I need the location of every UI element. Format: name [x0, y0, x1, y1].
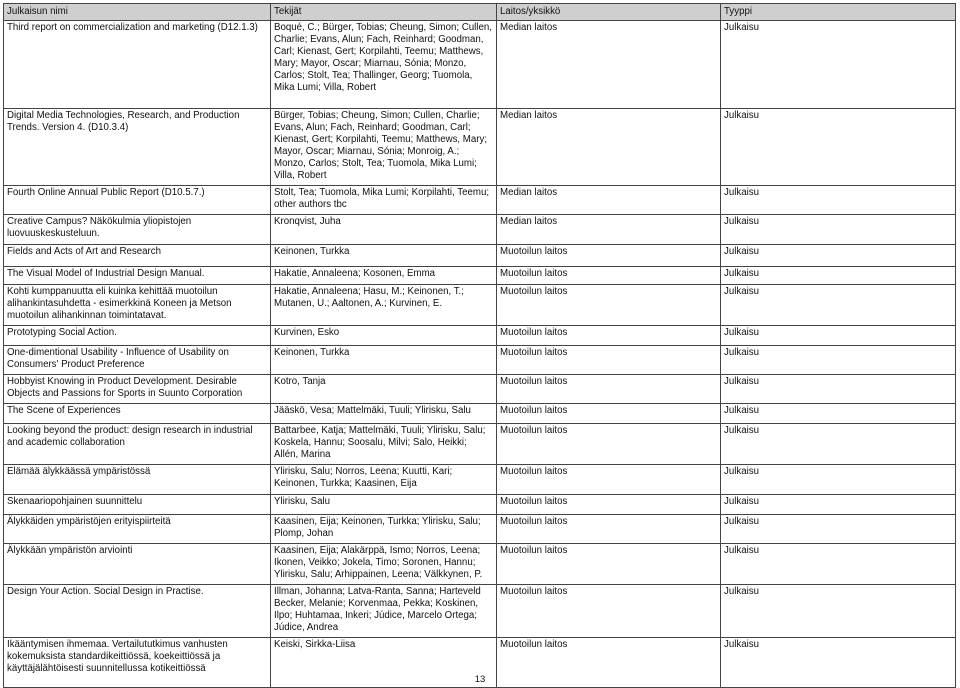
cell-authors: Ylirisku, Salu; Norros, Leena; Kuutti, Kari; Keinonen, Turkka; Kaasinen, Eija [271, 465, 497, 495]
cell-title: The Scene of Experiences [4, 404, 271, 424]
table-row [4, 424, 956, 465]
cell-type: Julkaisu [721, 404, 956, 424]
table-row [4, 585, 956, 638]
table-row [4, 495, 956, 515]
cell-authors: Jääskö, Vesa; Mattelmäki, Tuuli; Ylirisku, Salu [271, 404, 497, 424]
cell-unit: Muotoilun laitos [497, 424, 721, 465]
page-number: 13 [474, 674, 486, 685]
cell-type: Julkaisu [721, 465, 956, 495]
cell-unit: Median laitos [497, 215, 721, 245]
cell-unit: Muotoilun laitos [497, 285, 721, 326]
cell-type: Julkaisu [721, 638, 956, 688]
cell-authors: Boqué, C.; Bürger, Tobias; Cheung, Simon; Cullen, Charlie; Evans, Alun; Fach, Reinhard; Goodman, Carl; Kienast, Gert; Korpilahti, Teemu; Matthews, Mary; Mayor, Oscar; Miarnau, Sónia; Monzo, Carlos; Stolt, Tea; Thallinger, Georg; Tuomola, Mika Lumi; Villa, Robert [271, 21, 497, 109]
cell-type: Julkaisu [721, 326, 956, 346]
cell-title: The Visual Model of Industrial Design Manual. [4, 267, 271, 285]
header-authors: Tekijät [271, 4, 497, 21]
cell-title: Digital Media Technologies, Research, and Production Trends. Version 4. (D10.3.4) [4, 109, 271, 186]
cell-title: Third report on commercialization and marketing (D12.1.3) [4, 21, 271, 109]
table-row [4, 186, 956, 215]
cell-title: Looking beyond the product: design research in industrial and academic collaboration [4, 424, 271, 465]
cell-type: Julkaisu [721, 186, 956, 215]
cell-authors: Illman, Johanna; Latva-Ranta, Sanna; Harteveld Becker, Melanie; Korvenmaa, Pekka; Koskinen, Ilpo; Huhtamaa, Inkeri; Júdice, Marcelo Ortega; Júdice, Andrea [271, 585, 497, 638]
cell-authors: Hakatie, Annaleena; Hasu, M.; Keinonen, T.; Mutanen, U.; Aaltonen, A.; Kurvinen, E. [271, 285, 497, 326]
cell-authors: Stolt, Tea; Tuomola, Mika Lumi; Korpilahti, Teemu; other authors tbc [271, 186, 497, 215]
header-row [4, 4, 956, 21]
cell-title: Fields and Acts of Art and Research [4, 245, 271, 267]
cell-type: Julkaisu [721, 346, 956, 375]
table-row [4, 346, 956, 375]
cell-authors: Kotro, Tanja [271, 375, 497, 404]
table-row [4, 404, 956, 424]
cell-title: Kohti kumppanuutta eli kuinka kehittää muotoilun alihankintasuhdetta - esimerkkinä Koneen ja Metson muotoilun alihankinnan toimintatavat. [4, 285, 271, 326]
table-row [4, 375, 956, 404]
table-body [4, 21, 956, 688]
table-row [4, 215, 956, 245]
cell-authors: Keiski, Sirkka-Liisa [271, 638, 497, 688]
cell-authors: Battarbee, Katja; Mattelmäki, Tuuli; Ylirisku, Salu; Koskela, Hannu; Soosalu, Milvi; Salo, Heikki; Allén, Marina [271, 424, 497, 465]
cell-unit: Median laitos [497, 186, 721, 215]
cell-title: Älykkään ympäristön arviointi [4, 544, 271, 585]
cell-unit: Muotoilun laitos [497, 544, 721, 585]
header-title: Julkaisun nimi [4, 4, 271, 21]
cell-unit: Muotoilun laitos [497, 326, 721, 346]
cell-type: Julkaisu [721, 544, 956, 585]
cell-title: Fourth Online Annual Public Report (D10.5.7.) [4, 186, 271, 215]
cell-type: Julkaisu [721, 21, 956, 109]
cell-title: Ikääntymisen ihmemaa. Vertailututkimus vanhusten kokemuksista standardikeittiössä, koekeittiössä ja käyttäjälähtöisesti suunnitellussa kotikeittiössä [4, 638, 271, 688]
cell-title: Design Your Action. Social Design in Practise. [4, 585, 271, 638]
cell-unit: Muotoilun laitos [497, 404, 721, 424]
cell-type: Julkaisu [721, 245, 956, 267]
cell-unit: Muotoilun laitos [497, 585, 721, 638]
table-row [4, 21, 956, 109]
cell-unit: Muotoilun laitos [497, 638, 721, 688]
publication-table [3, 3, 956, 688]
table-row [4, 109, 956, 186]
cell-type: Julkaisu [721, 285, 956, 326]
cell-unit: Muotoilun laitos [497, 495, 721, 515]
header-type: Tyyppi [721, 4, 956, 21]
cell-authors: Kaasinen, Eija; Keinonen, Turkka; Ylirisku, Salu; Plomp, Johan [271, 515, 497, 544]
cell-title: Prototyping Social Action. [4, 326, 271, 346]
cell-authors: Kaasinen, Eija; Alakärppä, Ismo; Norros, Leena; Ikonen, Veikko; Jokela, Timo; Soronen, Hannu; Ylirisku, Salu; Arhippainen, Leena; Välkkynen, P. [271, 544, 497, 585]
cell-unit: Muotoilun laitos [497, 375, 721, 404]
cell-unit: Muotoilun laitos [497, 465, 721, 495]
table-row [4, 285, 956, 326]
cell-type: Julkaisu [721, 215, 956, 245]
cell-type: Julkaisu [721, 495, 956, 515]
cell-title: Elämää älykkäässä ympäristössä [4, 465, 271, 495]
cell-unit: Muotoilun laitos [497, 267, 721, 285]
cell-authors: Kurvinen, Esko [271, 326, 497, 346]
table-row [4, 245, 956, 267]
cell-type: Julkaisu [721, 585, 956, 638]
cell-authors: Keinonen, Turkka [271, 245, 497, 267]
table-row [4, 544, 956, 585]
cell-type: Julkaisu [721, 515, 956, 544]
cell-unit: Muotoilun laitos [497, 346, 721, 375]
header-unit: Laitos/yksikkö [497, 4, 721, 21]
cell-type: Julkaisu [721, 267, 956, 285]
cell-title: Skenaariopohjainen suunnittelu [4, 495, 271, 515]
cell-type: Julkaisu [721, 424, 956, 465]
cell-type: Julkaisu [721, 109, 956, 186]
table-row [4, 326, 956, 346]
cell-authors: Kronqvist, Juha [271, 215, 497, 245]
cell-title: Creative Campus? Näkökulmia yliopistojen luovuuskeskusteluun. [4, 215, 271, 245]
cell-title: Älykkäiden ympäristöjen erityispiirteitä [4, 515, 271, 544]
table-row [4, 267, 956, 285]
cell-unit: Muotoilun laitos [497, 515, 721, 544]
table-row [4, 515, 956, 544]
cell-unit: Median laitos [497, 109, 721, 186]
cell-authors: Hakatie, Annaleena; Kosonen, Emma [271, 267, 497, 285]
cell-type: Julkaisu [721, 375, 956, 404]
cell-unit: Muotoilun laitos [497, 245, 721, 267]
cell-authors: Bürger, Tobias; Cheung, Simon; Cullen, Charlie; Evans, Alun; Fach, Reinhard; Goodman, Carl; Kienast, Gert; Korpilahti, Teemu; Matthews, Mary; Mayor, Oscar; Miarnau, Sónia; Monroig, A.; Monzo, Carlos; Stolt, Tea; Tuomola, Mika Lumi; Villa, Robert [271, 109, 497, 186]
cell-title: Hobbyist Knowing in Product Development. Desirable Objects and Passions for Sports in Suunto Corporation [4, 375, 271, 404]
table-row [4, 465, 956, 495]
cell-authors: Keinonen, Turkka [271, 346, 497, 375]
cell-title: One-dimentional Usability - Influence of Usability on Consumers' Product Preference [4, 346, 271, 375]
cell-unit: Median laitos [497, 21, 721, 109]
cell-authors: Ylirisku, Salu [271, 495, 497, 515]
